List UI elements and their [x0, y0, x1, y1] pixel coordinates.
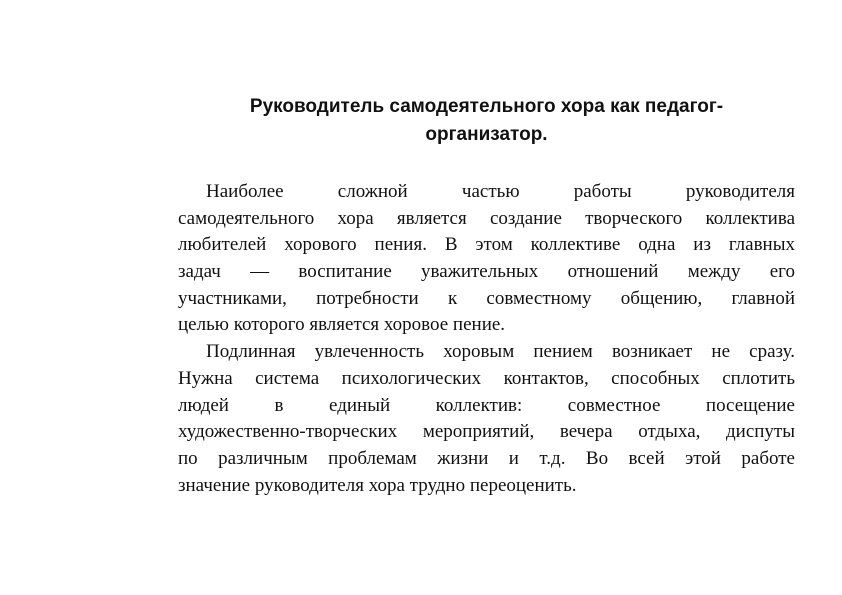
text-line: Наиболее сложной частью работы руководителя — [206, 181, 795, 202]
body-text — [178, 179, 795, 499]
text-line: художественно-творческих мероприятий, вечера отдыха, диспуты — [178, 421, 795, 443]
text-line: задач — воспитание уважительных отношений между его — [178, 261, 795, 283]
title-line: Руководитель самодеятельного хора как педагог- — [249, 96, 724, 117]
text-line: самодеятельного хора является создание творческого коллектива — [178, 207, 795, 229]
text-line: целью которого является хоровое пение. — [178, 314, 506, 336]
paragraph — [178, 339, 795, 499]
text-line: людей в единый коллектив: совместное посещение — [178, 394, 795, 416]
page-title — [178, 93, 795, 149]
text-line: любителей хорового пения. В этом коллективе одна из главных — [178, 234, 795, 256]
text-line: Подлинная увлеченность хоровым пением возникает не сразу. — [206, 341, 795, 363]
title-line: организатор. — [425, 124, 548, 145]
text-line: Нужна система психологических контактов, способных сплотить — [178, 367, 795, 389]
text-line: участниками, потребности к совместному общению, главной — [178, 287, 795, 309]
paragraph — [178, 179, 795, 339]
text-line: значение руководителя хора трудно переоценить. — [178, 474, 577, 496]
text-line: по различным проблемам жизни и т.д. Во всей этой работе — [178, 447, 795, 469]
